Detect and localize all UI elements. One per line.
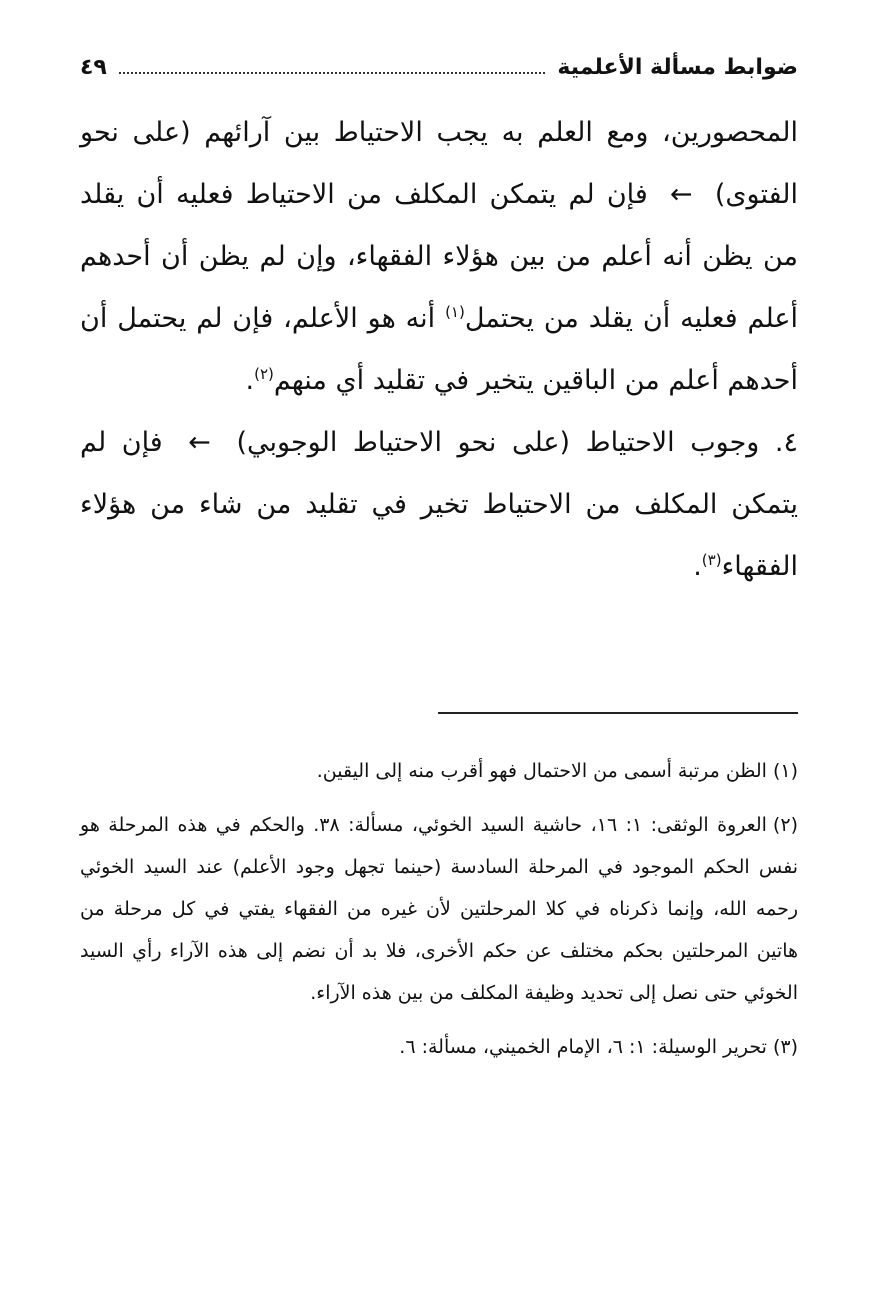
footnote-ref-3[interactable]: (٣) bbox=[701, 551, 722, 569]
list-item-end: . bbox=[693, 551, 702, 582]
footnote-text: العروة الوثقى: ١: ١٦، حاشية السيد الخوئي، مسألة: ٣٨. والحكم في هذه المرحلة هو نفس الحكم الموجود في المرحلة السادسة (حينما تجهل وجود الأعلم) عند السيد الخوئي رحمه الله، وإنما ذكرناه في كلا المرحلتين لأن غيره من الفقهاء يفتي في كل مرحلة من هاتين المرحلتين بحكم مختلف عن حكم الأخرى، فلا بد أن نضم إلى هذه الآراء رأي السيد الخوئي حتى نصل إلى تحديد وظيفة المكلف من بين هذه الآراء. bbox=[80, 814, 798, 1004]
footnote-text: الظن مرتبة أسمى من الاحتمال فهو أقرب منه إلى اليقين. bbox=[316, 760, 767, 782]
footnote-marker: (٢) bbox=[772, 814, 798, 836]
list-item-4 bbox=[80, 412, 798, 598]
footnote-1 bbox=[80, 750, 798, 792]
page-number: ٤٩ bbox=[80, 54, 107, 80]
footnote-marker: (١) bbox=[772, 760, 798, 782]
paragraph bbox=[80, 102, 798, 412]
paragraph-text-part-1: المحصورين، ومع العلم به يجب الاحتياط بين آرائهم (على نحو الفتوى) bbox=[80, 117, 798, 210]
footnote-separator bbox=[438, 712, 798, 714]
footnote-marker: (٣) bbox=[772, 1036, 798, 1058]
footnotes bbox=[80, 750, 798, 1080]
page-header bbox=[80, 42, 798, 92]
arrow-left-icon: ← bbox=[670, 179, 693, 210]
arrow-left-icon: ← bbox=[188, 427, 211, 458]
running-title: ضوابط مسألة الأعلمية bbox=[557, 54, 798, 80]
paragraph-end: . bbox=[245, 365, 255, 396]
paragraph-text-part-2: فإن لم يتمكن المكلف من الاحتياط فعليه أن يقلد من يظن أنه أعلم من بين هؤلاء الفقهاء، وإن لم يظن أن أحدهم أعلم فعليه أن يقلد من يحتمل bbox=[80, 179, 798, 334]
paragraph-text-part-3: أنه هو الأعلم، فإن لم يحتمل أن أحدهم أعلم من الباقين يتخير في تقليد أي منهم bbox=[80, 303, 798, 396]
footnote-2 bbox=[80, 804, 798, 1014]
footnote-3 bbox=[80, 1026, 798, 1068]
footnote-ref-1[interactable]: (١) bbox=[445, 303, 465, 321]
footnote-text: تحرير الوسيلة: ١: ٦، الإمام الخميني، مسألة: ٦. bbox=[399, 1036, 767, 1058]
footnote-ref-2[interactable]: (٢) bbox=[254, 365, 274, 383]
list-item-text-part-2: فإن لم يتمكن المكلف من الاحتياط تخير في تقليد من شاء من هؤلاء الفقهاء bbox=[80, 427, 798, 582]
list-item-number: ٤. bbox=[774, 427, 798, 458]
main-text bbox=[80, 102, 798, 598]
dot-leader bbox=[119, 72, 546, 74]
list-item-text-part-1: وجوب الاحتياط (على نحو الاحتياط الوجوبي) bbox=[236, 427, 760, 458]
